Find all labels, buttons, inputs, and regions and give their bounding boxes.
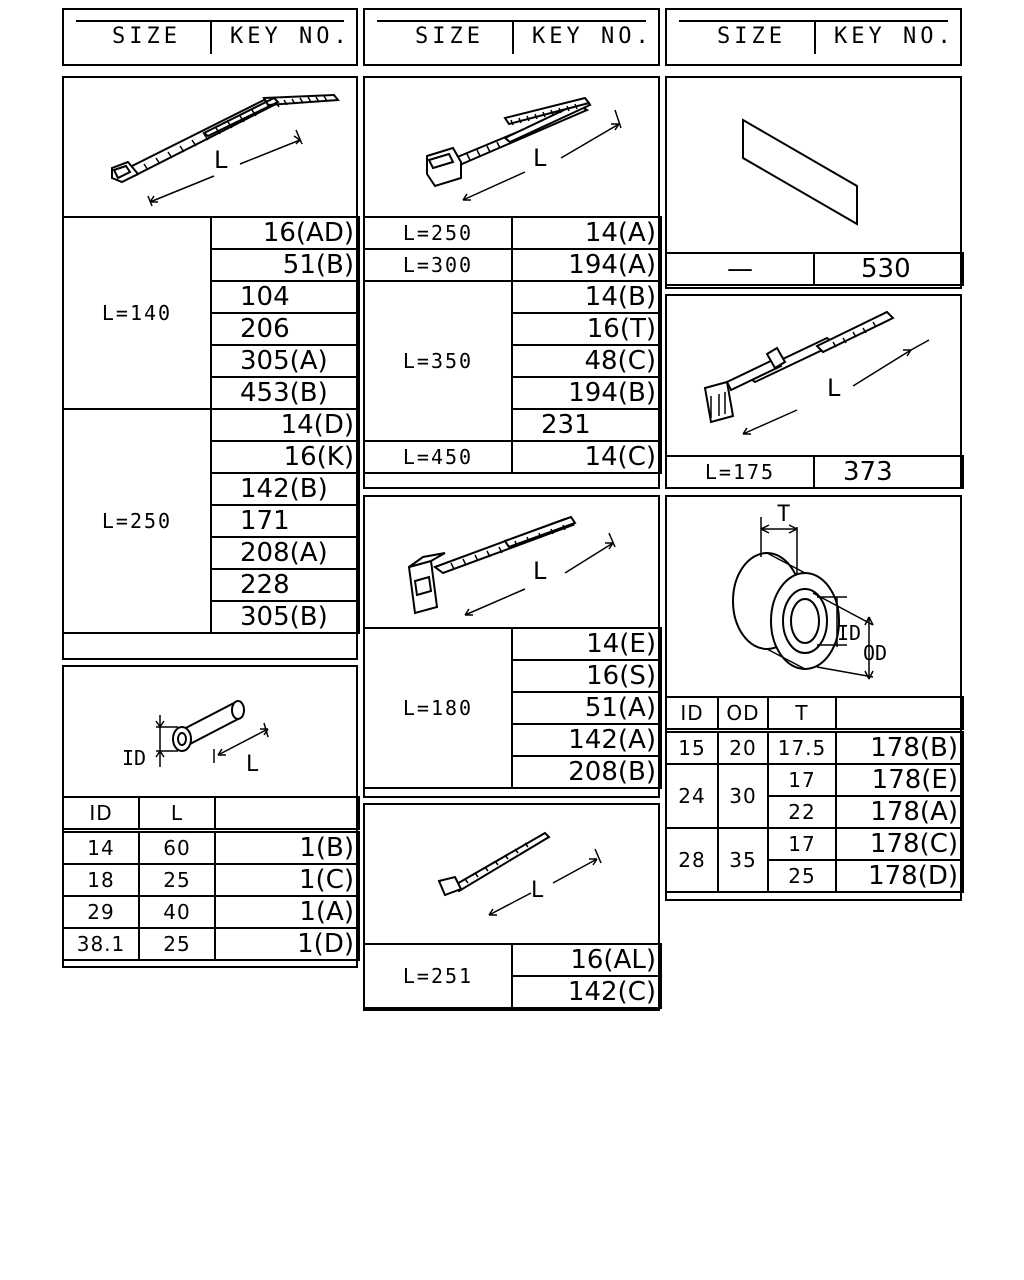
cable-tie-drawing-a bbox=[64, 78, 356, 216]
key-no-cell: 104 bbox=[211, 281, 359, 313]
t-column-header: T bbox=[768, 697, 836, 731]
id-cell: 18 bbox=[63, 864, 139, 896]
od-cell: 30 bbox=[718, 764, 768, 828]
t-cell: 25 bbox=[768, 860, 836, 892]
key-no-cell: 171 bbox=[211, 505, 359, 537]
table-header-row bbox=[666, 697, 963, 731]
key-no-cell: 208(A) bbox=[211, 537, 359, 569]
length-dimension-label: L bbox=[214, 146, 228, 174]
l-cell: 25 bbox=[139, 928, 215, 960]
l-cell: 25 bbox=[139, 864, 215, 896]
key-no-cell: 16(T) bbox=[512, 313, 661, 345]
length-dimension-label: L bbox=[531, 878, 544, 903]
length-dimension-label: L bbox=[246, 752, 259, 777]
thin-cable-tie-table bbox=[363, 943, 662, 1009]
l-cell: 60 bbox=[139, 831, 215, 865]
key-no-cell: 16(AL) bbox=[512, 944, 661, 976]
key-no-cell: 194(A) bbox=[512, 249, 661, 281]
key-no-cell: 228 bbox=[211, 569, 359, 601]
key-no-header-label: KEY NO. bbox=[532, 24, 653, 49]
key-no-cell: 178(C) bbox=[836, 828, 963, 860]
size-cell: — bbox=[666, 253, 814, 285]
size-cell: L=350 bbox=[364, 281, 512, 441]
key-no-cell: 48(C) bbox=[512, 345, 661, 377]
table-row bbox=[63, 831, 359, 865]
key-no-cell: 178(E) bbox=[836, 764, 963, 796]
table-row bbox=[63, 928, 359, 960]
key-no-cell: 14(E) bbox=[512, 628, 661, 660]
table-row bbox=[364, 441, 661, 473]
table-row bbox=[364, 249, 661, 281]
key-no-cell: 14(D) bbox=[211, 409, 359, 441]
length-dimension-label: L bbox=[533, 144, 547, 172]
id-cell: 38.1 bbox=[63, 928, 139, 960]
key-no-cell: 14(A) bbox=[512, 217, 661, 249]
t-cell: 17 bbox=[768, 764, 836, 796]
table-row bbox=[364, 217, 661, 249]
column-header-2 bbox=[363, 8, 660, 66]
key-no-cell: 453(B) bbox=[211, 377, 359, 409]
key-no-cell: 530 bbox=[814, 253, 963, 285]
t-cell: 17 bbox=[768, 828, 836, 860]
mount-tie-table bbox=[363, 627, 662, 789]
t-cell: 22 bbox=[768, 796, 836, 828]
size-cell: L=300 bbox=[364, 249, 512, 281]
t-cell: 17.5 bbox=[768, 731, 836, 765]
key-no-cell: 142(C) bbox=[512, 976, 661, 1008]
key-no-cell: 373 bbox=[814, 456, 963, 488]
column-header-1 bbox=[62, 8, 358, 66]
column-header-3 bbox=[665, 8, 962, 66]
size-cell: L=140 bbox=[63, 217, 211, 409]
size-cell: L=175 bbox=[666, 456, 814, 488]
key-no-cell: 51(A) bbox=[512, 692, 661, 724]
mount-tie-drawing bbox=[365, 497, 658, 627]
table-row bbox=[63, 217, 359, 249]
tube-table bbox=[62, 796, 360, 961]
key-no-cell: 1(D) bbox=[215, 928, 359, 960]
table-row bbox=[63, 864, 359, 896]
table-row bbox=[666, 764, 963, 796]
size-cell: L=180 bbox=[364, 628, 512, 788]
table-row bbox=[63, 409, 359, 441]
table-header-row bbox=[63, 797, 359, 831]
cable-tie-drawing-b bbox=[365, 78, 658, 216]
l-column-header: L bbox=[139, 797, 215, 831]
id-cell: 15 bbox=[666, 731, 718, 765]
inner-diameter-dimension-label: ID bbox=[122, 746, 147, 770]
grommet-table bbox=[665, 696, 964, 893]
key-no-cell: 305(A) bbox=[211, 345, 359, 377]
tube-drawing bbox=[64, 667, 356, 795]
key-no-cell: 178(D) bbox=[836, 860, 963, 892]
table-row bbox=[364, 628, 661, 660]
thin-cable-tie-drawing bbox=[365, 805, 658, 943]
od-column-header: OD bbox=[718, 697, 768, 731]
od-cell: 20 bbox=[718, 731, 768, 765]
size-cell: L=250 bbox=[63, 409, 211, 633]
size-cell: L=251 bbox=[364, 944, 512, 1008]
key-column-header bbox=[215, 797, 359, 831]
length-dimension-label: L bbox=[827, 374, 841, 402]
key-no-cell: 1(C) bbox=[215, 864, 359, 896]
key-no-cell: 14(C) bbox=[512, 441, 661, 473]
thickness-dimension-label: T bbox=[777, 502, 791, 527]
id-cell: 24 bbox=[666, 764, 718, 828]
key-no-cell: 305(B) bbox=[211, 601, 359, 633]
outer-diameter-dimension-label: OD bbox=[863, 641, 888, 665]
clip-tie-table bbox=[665, 455, 964, 489]
grommet-drawing bbox=[667, 497, 960, 695]
id-cell: 28 bbox=[666, 828, 718, 892]
table-row bbox=[666, 456, 963, 488]
size-header-label: SIZE bbox=[717, 24, 786, 49]
id-cell: 14 bbox=[63, 831, 139, 865]
clip-tie-drawing bbox=[667, 296, 960, 454]
cable-tie-table-b bbox=[363, 216, 662, 474]
l-cell: 40 bbox=[139, 896, 215, 928]
length-dimension-label: L bbox=[533, 557, 547, 585]
key-no-cell: 16(S) bbox=[512, 660, 661, 692]
table-row bbox=[666, 731, 963, 765]
size-header-label: SIZE bbox=[415, 24, 484, 49]
table-row bbox=[666, 253, 963, 285]
key-no-cell: 231 bbox=[512, 409, 661, 441]
id-cell: 29 bbox=[63, 896, 139, 928]
key-no-cell: 178(A) bbox=[836, 796, 963, 828]
key-no-cell: 194(B) bbox=[512, 377, 661, 409]
table-row bbox=[364, 281, 661, 313]
key-no-cell: 1(A) bbox=[215, 896, 359, 928]
key-no-cell: 178(B) bbox=[836, 731, 963, 765]
id-column-header: ID bbox=[63, 797, 139, 831]
key-no-header-label: KEY NO. bbox=[230, 24, 351, 49]
key-no-cell: 142(B) bbox=[211, 473, 359, 505]
table-row bbox=[364, 944, 661, 976]
table-row bbox=[63, 896, 359, 928]
inner-diameter-dimension-label: ID bbox=[837, 621, 862, 645]
key-no-header-label: KEY NO. bbox=[834, 24, 955, 49]
key-no-cell: 208(B) bbox=[512, 756, 661, 788]
size-cell: L=450 bbox=[364, 441, 512, 473]
cable-tie-table-a bbox=[62, 216, 360, 634]
key-no-cell: 206 bbox=[211, 313, 359, 345]
key-no-cell: 16(AD) bbox=[211, 217, 359, 249]
od-cell: 35 bbox=[718, 828, 768, 892]
key-column-header bbox=[836, 697, 963, 731]
size-header-label: SIZE bbox=[112, 24, 181, 49]
table-row bbox=[666, 828, 963, 860]
key-no-cell: 16(K) bbox=[211, 441, 359, 473]
key-no-cell: 14(B) bbox=[512, 281, 661, 313]
key-no-cell: 142(A) bbox=[512, 724, 661, 756]
sheet-table bbox=[665, 252, 964, 286]
sheet-drawing bbox=[667, 78, 960, 252]
key-no-cell: 51(B) bbox=[211, 249, 359, 281]
size-cell: L=250 bbox=[364, 217, 512, 249]
id-column-header: ID bbox=[666, 697, 718, 731]
key-no-cell: 1(B) bbox=[215, 831, 359, 865]
